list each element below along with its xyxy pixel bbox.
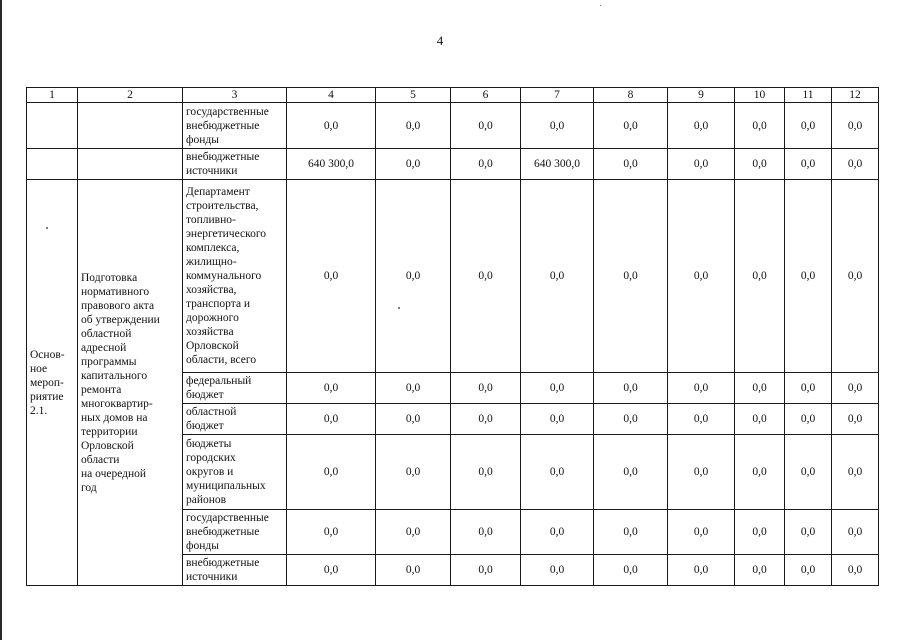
value-cell: 0,0	[376, 555, 451, 586]
value-cell: 0,0	[668, 435, 735, 510]
value-cell: 0,0	[521, 555, 594, 586]
value-cell: 0,0	[668, 555, 735, 586]
value-cell: 0,0	[451, 404, 521, 435]
value-cell: 0,0	[832, 373, 879, 404]
column-number: 10	[735, 88, 785, 103]
value-cell: 0,0	[668, 149, 735, 180]
value-cell: 0,0	[451, 435, 521, 510]
value-cell: 0,0	[594, 373, 668, 404]
value-cell: 0,0	[735, 373, 785, 404]
funding-source: внебюджетные источники	[183, 555, 287, 586]
value-cell: 0,0	[521, 180, 594, 373]
table-row	[27, 103, 879, 149]
value-cell: 0,0	[451, 373, 521, 404]
column-number: 12	[832, 88, 879, 103]
value-cell: 0,0	[594, 510, 668, 555]
value-cell: 0,0	[287, 103, 376, 149]
scan-speck	[600, 5, 601, 6]
value-cell: 0,0	[451, 149, 521, 180]
column-number: 1	[27, 88, 78, 103]
table-row	[27, 180, 879, 373]
value-cell: 0,0	[785, 404, 832, 435]
value-cell: 0,0	[668, 404, 735, 435]
page-number: 4	[436, 33, 444, 48]
column-number: 4	[287, 88, 376, 103]
funding-source: государственные внебюджетные фонды	[183, 103, 287, 149]
value-cell: 0,0	[376, 103, 451, 149]
value-cell: 0,0	[832, 555, 879, 586]
value-cell: 0,0	[832, 510, 879, 555]
value-cell: 0,0	[451, 510, 521, 555]
column-number: 8	[594, 88, 668, 103]
value-cell: 0,0	[785, 373, 832, 404]
value-cell: 0,0	[832, 180, 879, 373]
value-cell: 0,0	[735, 435, 785, 510]
value-cell: 0,0	[521, 510, 594, 555]
value-cell: 0,0	[287, 404, 376, 435]
column-number: 6	[451, 88, 521, 103]
value-cell: 0,0	[287, 435, 376, 510]
budget-table	[26, 87, 879, 586]
empty-cell	[27, 149, 78, 180]
value-cell: 0,0	[832, 103, 879, 149]
value-cell: 0,0	[376, 404, 451, 435]
value-cell: 0,0	[668, 180, 735, 373]
value-cell: 640 300,0	[521, 149, 594, 180]
empty-cell	[78, 103, 183, 149]
value-cell: 0,0	[785, 555, 832, 586]
column-number-row	[27, 88, 879, 103]
activity-name: Подготовка нормативного правового акта об утверждении областной адресной программы капитального ремонта многоквартир- ных домов на территории Орловской области на очередной год	[78, 180, 183, 586]
value-cell: 0,0	[735, 555, 785, 586]
funding-source: областной бюджет	[183, 404, 287, 435]
value-cell: 0,0	[594, 435, 668, 510]
value-cell: 0,0	[668, 510, 735, 555]
empty-cell	[78, 149, 183, 180]
funding-source: государственные внебюджетные фонды	[183, 510, 287, 555]
table-row	[27, 149, 879, 180]
funding-source: бюджеты городских округов и муниципальных районов	[183, 435, 287, 510]
value-cell: 0,0	[735, 103, 785, 149]
scan-speck	[398, 307, 400, 309]
value-cell: 640 300,0	[287, 149, 376, 180]
value-cell: 0,0	[594, 555, 668, 586]
column-number: 3	[183, 88, 287, 103]
column-number: 5	[376, 88, 451, 103]
funding-source: внебюджетные источники	[183, 149, 287, 180]
value-cell: 0,0	[735, 510, 785, 555]
value-cell: 0,0	[376, 435, 451, 510]
empty-cell	[27, 103, 78, 149]
value-cell: 0,0	[832, 149, 879, 180]
value-cell: 0,0	[287, 180, 376, 373]
value-cell: 0,0	[451, 180, 521, 373]
value-cell: 0,0	[735, 180, 785, 373]
column-number: 11	[785, 88, 832, 103]
value-cell: 0,0	[785, 149, 832, 180]
value-cell: 0,0	[594, 404, 668, 435]
value-cell: 0,0	[451, 555, 521, 586]
value-cell: 0,0	[287, 373, 376, 404]
value-cell: 0,0	[451, 103, 521, 149]
column-number: 7	[521, 88, 594, 103]
scan-speck	[46, 227, 48, 229]
value-cell: 0,0	[521, 373, 594, 404]
value-cell: 0,0	[594, 180, 668, 373]
value-cell: 0,0	[287, 555, 376, 586]
value-cell: 0,0	[785, 510, 832, 555]
value-cell: 0,0	[832, 435, 879, 510]
value-cell: 0,0	[785, 103, 832, 149]
column-number: 9	[668, 88, 735, 103]
column-number: 2	[78, 88, 183, 103]
funding-source: федеральный бюджет	[183, 373, 287, 404]
value-cell: 0,0	[287, 510, 376, 555]
value-cell: 0,0	[376, 180, 451, 373]
value-cell: 0,0	[376, 149, 451, 180]
value-cell: 0,0	[521, 435, 594, 510]
value-cell: 0,0	[668, 103, 735, 149]
funding-source: Департамент строительства, топливно- энергетического комплекса, жилищно- коммунального хозяйства, транспорта и дорожного хозяйства Орловской области, всего	[183, 180, 287, 373]
value-cell: 0,0	[832, 404, 879, 435]
value-cell: 0,0	[785, 180, 832, 373]
value-cell: 0,0	[785, 435, 832, 510]
value-cell: 0,0	[376, 510, 451, 555]
value-cell: 0,0	[521, 404, 594, 435]
value-cell: 0,0	[376, 373, 451, 404]
activity-number: Основ- ное мероп- риятие 2.1.	[27, 180, 78, 586]
value-cell: 0,0	[594, 149, 668, 180]
page-left-edge	[0, 0, 2, 640]
value-cell: 0,0	[521, 103, 594, 149]
value-cell: 0,0	[594, 103, 668, 149]
value-cell: 0,0	[668, 373, 735, 404]
value-cell: 0,0	[735, 404, 785, 435]
value-cell: 0,0	[735, 149, 785, 180]
